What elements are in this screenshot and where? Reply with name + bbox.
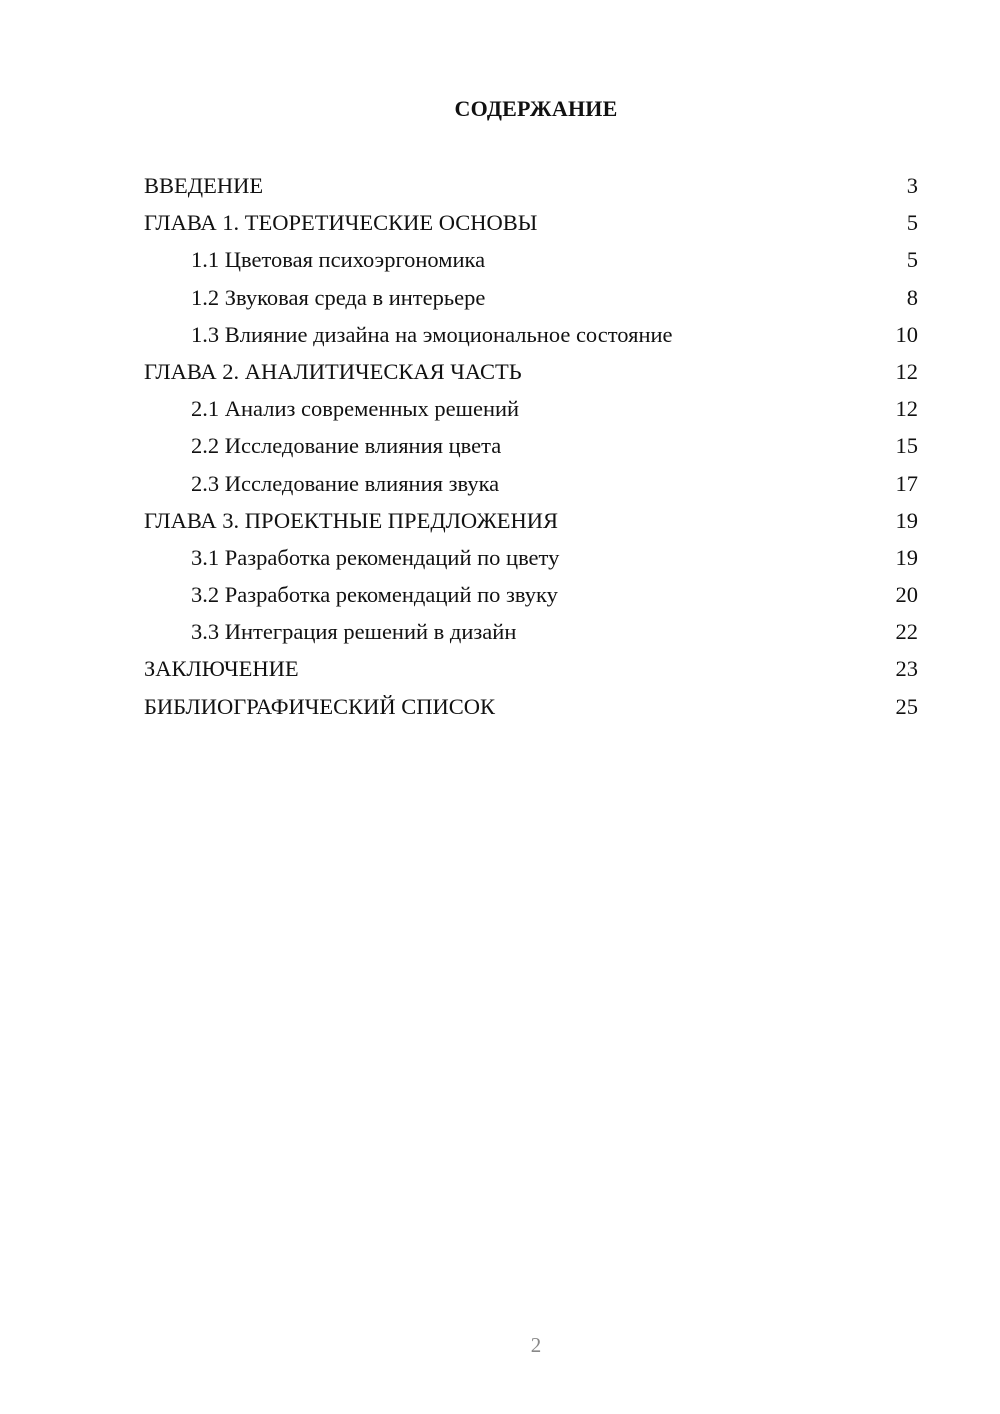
toc-entry-page: 5: [906, 247, 918, 273]
toc-entry-page: 10: [895, 321, 918, 347]
toc-entry-label: ГЛАВА 3. ПРОЕКТНЫЕ ПРЕДЛОЖЕНИЯ: [144, 507, 559, 533]
toc-entry-label: 3.3 Интеграция решений в дизайн: [191, 619, 517, 645]
toc-entry-label: 2.2 Исследование влияния цвета: [191, 433, 502, 459]
toc-entry-page: 12: [895, 358, 918, 384]
toc-entry-label: 3.2 Разработка рекомендаций по звуку: [191, 582, 558, 608]
toc-entry-page: 23: [895, 656, 918, 682]
toc-entry-page: 12: [895, 396, 918, 422]
toc-entry-label: ГЛАВА 2. АНАЛИТИЧЕСКАЯ ЧАСТЬ: [144, 358, 522, 384]
toc-entry-label: ЗАКЛЮЧЕНИЕ: [144, 656, 299, 682]
toc-entry-label: 1.3 Влияние дизайна на эмоциональное состояние: [191, 321, 673, 347]
toc-entry-page: 25: [895, 693, 918, 719]
toc-section-entry: [144, 316, 918, 353]
toc-entry-page: 19: [895, 544, 918, 570]
toc-section-entry: [144, 427, 918, 464]
toc-section-entry: [144, 465, 918, 502]
toc-entry-page: 3: [906, 173, 918, 198]
toc-entry-label: 1.1 Цветовая психоэргономика: [191, 247, 486, 273]
toc-section-entry: [144, 576, 918, 613]
toc-entry-label: ГЛАВА 1. ТЕОРЕТИЧЕСКИЕ ОСНОВЫ: [144, 210, 538, 236]
toc-chapter-entry: [144, 688, 918, 725]
toc-entry-page: 17: [895, 470, 918, 496]
toc-section-entry: [144, 279, 918, 316]
toc-entry-page: 5: [906, 210, 918, 236]
toc-entry-label: ВВЕДЕНИЕ: [144, 173, 264, 198]
toc-entry-label: 2.1 Анализ современных решений: [191, 396, 520, 422]
toc-chapter-entry: [144, 650, 918, 687]
toc-entry-page: 22: [895, 619, 918, 645]
toc-chapter-entry: [144, 502, 918, 539]
toc-entry-label: 2.3 Исследование влияния звука: [191, 470, 500, 496]
toc-entry-page: 19: [895, 507, 918, 533]
toc-section-entry: [144, 241, 918, 278]
toc-entry-page: 20: [895, 582, 918, 608]
toc-section-entry: [144, 613, 918, 650]
toc-chapter-entry: [144, 204, 918, 241]
toc-entry-page: 15: [895, 433, 918, 459]
toc-entry-label: БИБЛИОГРАФИЧЕСКИЙ СПИСОК: [144, 693, 496, 719]
toc-entry-page: 8: [906, 284, 918, 310]
toc-section-entry: [144, 390, 918, 427]
toc-list: [144, 167, 918, 725]
toc-section-entry: [144, 539, 918, 576]
toc-entry-label: 3.1 Разработка рекомендаций по цвету: [191, 544, 560, 570]
toc-chapter-entry: [144, 353, 918, 390]
toc-title: СОДЕРЖАНИЕ: [454, 96, 618, 121]
page-number: 2: [530, 1333, 542, 1357]
toc-entry-label: 1.2 Звуковая среда в интерьере: [191, 284, 486, 310]
toc-chapter-entry: [144, 167, 918, 204]
